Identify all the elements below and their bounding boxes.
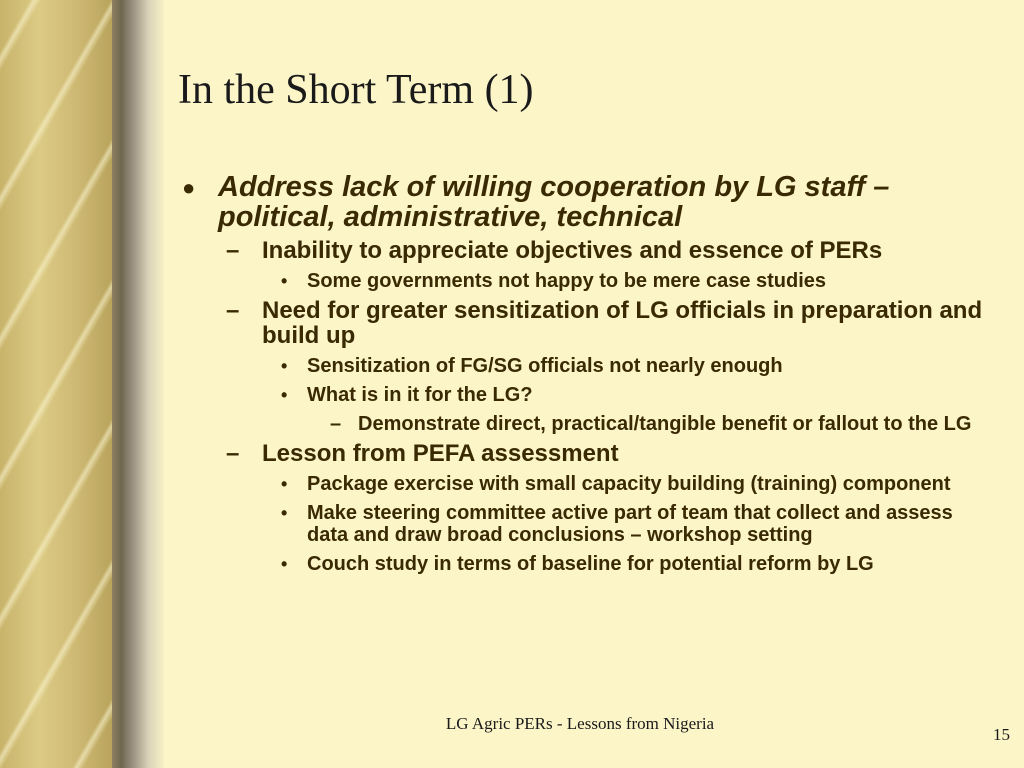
dash-icon: – [226,237,240,264]
page-number: 15 [993,725,1010,744]
bullet-level-3 [182,355,997,377]
bullet-dot-icon: ● [182,175,196,200]
bullet-text: What is in it for the LG? [307,384,533,406]
decorative-left-band [0,0,112,768]
bullet-text: Demonstrate direct, practical/tangible benefit or fallout to the LG [358,413,972,435]
bullet-text: Some governments not happy to be mere case studies [307,270,827,292]
bullet-level-2 [182,238,997,263]
dash-icon: – [226,297,240,324]
bullet-text: Package exercise with small capacity building (training) component [307,473,951,495]
bullet-text: Need for greater sensitization of LG officials in preparation and build up [262,297,983,349]
bullet-text: Sensitization of FG/SG officials not nearly enough [307,355,783,377]
bullet-level-2 [182,441,997,466]
slide-title: In the Short Term (1) [178,67,534,113]
bullet-level-3 [182,553,997,575]
bullet-text: Address lack of willing cooperation by LG staff – political, administrative, technical [218,171,890,233]
bullet-level-3 [182,270,997,292]
bullet-level-3 [182,384,997,406]
bullet-dot-icon: • [281,271,288,291]
bullet-dot-icon: • [281,385,288,405]
bullet-text: Make steering committee active part of team that collect and assess data and draw broad conclusions – workshop setting [307,502,953,546]
slide-body [182,172,997,575]
bullet-level-3 [182,502,997,546]
bullet-level-4 [182,413,997,435]
bullet-dot-icon: • [281,503,288,523]
bullet-text: Lesson from PEFA assessment [262,440,619,467]
decorative-band-shadow [112,0,164,768]
bullet-text: Inability to appreciate objectives and essence of PERs [262,237,883,264]
bullet-level-2 [182,298,997,348]
dash-icon: – [330,413,342,435]
bullet-dot-icon: • [281,474,288,494]
bullet-dot-icon: • [281,356,288,376]
bullet-dot-icon: • [281,554,288,574]
dash-icon: – [226,440,240,467]
slide-footer: LG Agric PERs - Lessons from Nigeria [445,714,715,733]
bullet-text: Couch study in terms of baseline for potential reform by LG [307,553,874,575]
bullet-level-3 [182,473,997,495]
bullet-level-1 [182,172,997,232]
